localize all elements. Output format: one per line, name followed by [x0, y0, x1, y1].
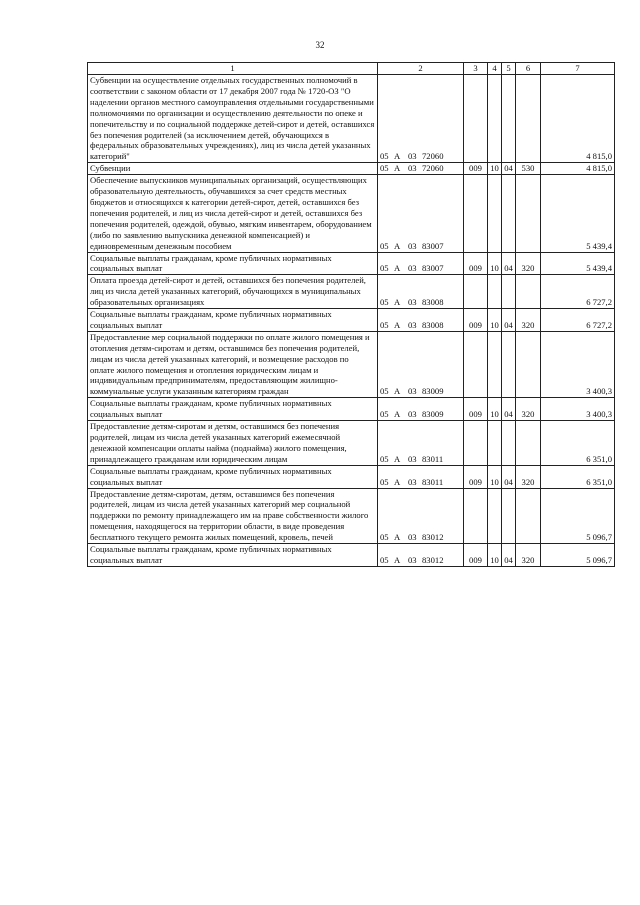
- row-section: [488, 275, 502, 309]
- row-description: Социальные выплаты гражданам, кроме публичных нормативных социальных выплат: [88, 465, 378, 488]
- row-department: 009: [464, 465, 488, 488]
- row-section: [488, 175, 502, 252]
- row-section: 10: [488, 465, 502, 488]
- code-subprogram: А: [394, 476, 401, 487]
- row-target-code: [378, 275, 464, 309]
- header-cell: 3: [464, 63, 488, 75]
- code-direction: 83012: [422, 532, 444, 543]
- table-row: [88, 465, 615, 488]
- code-direction: 83008: [422, 319, 444, 330]
- row-expense-type: [516, 75, 541, 163]
- table-row: [88, 398, 615, 421]
- row-department: [464, 488, 488, 544]
- header-cell: 6: [516, 63, 541, 75]
- code-event: 03: [408, 240, 417, 251]
- row-expense-type: 530: [516, 163, 541, 175]
- row-target-code: [378, 309, 464, 332]
- row-expense-type: [516, 331, 541, 397]
- code-direction: 72060: [422, 151, 444, 162]
- code-program: 05: [380, 240, 389, 251]
- row-amount: 6 351,0: [541, 465, 615, 488]
- row-subsection: 04: [502, 309, 516, 332]
- row-target-code: [378, 421, 464, 466]
- code-subprogram: А: [394, 151, 401, 162]
- row-subsection: 04: [502, 465, 516, 488]
- budget-table: [87, 62, 615, 567]
- row-department: 009: [464, 163, 488, 175]
- row-expense-type: [516, 175, 541, 252]
- table-row: [88, 544, 615, 567]
- row-section: 10: [488, 252, 502, 275]
- row-description: Оплата проезда детей-сирот и детей, оставшихся без попечения родителей, лиц из числа детей указанных категорий, обучающихся в муниципальных образовательных организациях: [88, 275, 378, 309]
- row-section: 10: [488, 398, 502, 421]
- row-subsection: [502, 75, 516, 163]
- row-target-code: [378, 398, 464, 421]
- row-subsection: [502, 275, 516, 309]
- row-description: Субвенции: [88, 163, 378, 175]
- row-section: [488, 488, 502, 544]
- row-department: 009: [464, 398, 488, 421]
- row-target-code: [378, 331, 464, 397]
- row-amount: 5 439,4: [541, 252, 615, 275]
- code-direction: 83009: [422, 409, 444, 420]
- row-target-code: [378, 252, 464, 275]
- header-cell: 5: [502, 63, 516, 75]
- row-target-code: [378, 163, 464, 175]
- row-description: Социальные выплаты гражданам, кроме публичных нормативных социальных выплат: [88, 309, 378, 332]
- row-amount: 6 727,2: [541, 309, 615, 332]
- row-subsection: 04: [502, 252, 516, 275]
- row-description: Предоставление мер социальной поддержки по оплате жилого помещения и отопления детям-сиротам и детям, оставшимся без попечения родителей, лицам из числа детей указанных категорий, и возмещение расходов по оплате жилого помещения и отопления юридическим лицам и индивидуальным предпринимателям, предоставляющим жилищно-коммунальные услуги указанным категориям граждан: [88, 331, 378, 397]
- code-subprogram: А: [394, 263, 401, 274]
- row-section: [488, 75, 502, 163]
- table-row: [88, 275, 615, 309]
- header-cell: 4: [488, 63, 502, 75]
- code-event: 03: [408, 386, 417, 397]
- row-expense-type: [516, 421, 541, 466]
- row-amount: 4 815,0: [541, 163, 615, 175]
- row-subsection: 04: [502, 163, 516, 175]
- code-subprogram: А: [394, 297, 401, 308]
- table-row: [88, 163, 615, 175]
- row-description: Социальные выплаты гражданам, кроме публичных нормативных социальных выплат: [88, 544, 378, 567]
- row-section: 10: [488, 309, 502, 332]
- code-direction: 83007: [422, 263, 444, 274]
- code-program: 05: [380, 476, 389, 487]
- code-direction: 72060: [422, 163, 444, 174]
- row-amount: 3 400,3: [541, 398, 615, 421]
- code-event: 03: [408, 297, 417, 308]
- code-event: 03: [408, 319, 417, 330]
- code-program: 05: [380, 163, 389, 174]
- row-department: [464, 275, 488, 309]
- row-amount: 5 439,4: [541, 175, 615, 252]
- code-subprogram: А: [394, 386, 401, 397]
- code-direction: 83011: [422, 453, 444, 464]
- row-expense-type: 320: [516, 544, 541, 567]
- row-amount: 5 096,7: [541, 488, 615, 544]
- row-expense-type: [516, 275, 541, 309]
- code-subprogram: А: [394, 532, 401, 543]
- code-direction: 83009: [422, 386, 444, 397]
- code-program: 05: [380, 453, 389, 464]
- row-target-code: [378, 175, 464, 252]
- code-event: 03: [408, 476, 417, 487]
- table-row: [88, 252, 615, 275]
- row-amount: 3 400,3: [541, 331, 615, 397]
- row-description: Субвенции на осуществление отдельных государственных полномочий в соответствии с законом области от 17 декабря 2007 года № 1720-ОЗ "О наделении органов местного самоуправления отдельными государственными полномочиями по организации и осуществлению деятельности по опеке и попечительству и по социальной поддержке детей-сирот и детей, оставшихся без попечения родителей (за исключением детей, обучающихся в федеральных образовательных учреждениях), лиц из числа детей указанных категорий": [88, 75, 378, 163]
- code-event: 03: [408, 453, 417, 464]
- code-subprogram: А: [394, 453, 401, 464]
- row-subsection: 04: [502, 544, 516, 567]
- table-row: [88, 75, 615, 163]
- row-subsection: [502, 175, 516, 252]
- row-subsection: [502, 488, 516, 544]
- row-section: 10: [488, 163, 502, 175]
- row-target-code: [378, 544, 464, 567]
- header-cell: 2: [378, 63, 464, 75]
- row-section: 10: [488, 544, 502, 567]
- code-program: 05: [380, 409, 389, 420]
- row-subsection: [502, 421, 516, 466]
- row-amount: 6 727,2: [541, 275, 615, 309]
- code-direction: 83011: [422, 476, 444, 487]
- row-department: [464, 421, 488, 466]
- row-target-code: [378, 75, 464, 163]
- header-row: [88, 63, 615, 75]
- code-program: 05: [380, 263, 389, 274]
- row-department: [464, 331, 488, 397]
- row-department: 009: [464, 252, 488, 275]
- page-number: 32: [315, 40, 325, 50]
- row-description: Предоставление детям-сиротам и детям, оставшимся без попечения родителей, лицам из числа детей указанных категорий ежемесячной денежной компенсации оплаты найма (поднайма) жилого помещения, принадлежащего гражданам или юридическим лицам: [88, 421, 378, 466]
- table-row: [88, 331, 615, 397]
- row-description: Социальные выплаты гражданам, кроме публичных нормативных социальных выплат: [88, 398, 378, 421]
- table-row: [88, 175, 615, 252]
- code-subprogram: А: [394, 319, 401, 330]
- row-target-code: [378, 488, 464, 544]
- row-amount: 4 815,0: [541, 75, 615, 163]
- code-subprogram: А: [394, 554, 401, 565]
- row-subsection: [502, 331, 516, 397]
- table-row: [88, 421, 615, 466]
- table-row: [88, 488, 615, 544]
- code-event: 03: [408, 263, 417, 274]
- row-amount: 6 351,0: [541, 421, 615, 466]
- code-program: 05: [380, 151, 389, 162]
- code-direction: 83007: [422, 240, 444, 251]
- row-section: [488, 331, 502, 397]
- code-program: 05: [380, 386, 389, 397]
- row-expense-type: 320: [516, 398, 541, 421]
- code-direction: 83008: [422, 297, 444, 308]
- row-expense-type: [516, 488, 541, 544]
- code-event: 03: [408, 163, 417, 174]
- code-event: 03: [408, 151, 417, 162]
- row-target-code: [378, 465, 464, 488]
- row-expense-type: 320: [516, 252, 541, 275]
- row-description: Обеспечение выпускников муниципальных организаций, осуществляющих образовательную деятельность, обучавшихся за счет средств местных бюджетов и относящихся к категории детей-сирот, детей, оставшихся без попечения родителей, и лиц из числа детей-сирот и детей, оставшихся без попечения родителей, одеждой, обувью, мягким инвентарем, оборудованием (либо по заявлению выпускника денежной компенсацией) и единовременным денежным пособием: [88, 175, 378, 252]
- row-description: Социальные выплаты гражданам, кроме публичных нормативных социальных выплат: [88, 252, 378, 275]
- code-subprogram: А: [394, 240, 401, 251]
- code-program: 05: [380, 319, 389, 330]
- row-department: 009: [464, 309, 488, 332]
- code-program: 05: [380, 297, 389, 308]
- row-amount: 5 096,7: [541, 544, 615, 567]
- code-program: 05: [380, 532, 389, 543]
- row-subsection: 04: [502, 398, 516, 421]
- row-section: [488, 421, 502, 466]
- header-cell: 1: [88, 63, 378, 75]
- code-program: 05: [380, 554, 389, 565]
- table-row: [88, 309, 615, 332]
- code-event: 03: [408, 554, 417, 565]
- header-cell: 7: [541, 63, 615, 75]
- row-department: [464, 75, 488, 163]
- code-direction: 83012: [422, 554, 444, 565]
- code-subprogram: А: [394, 409, 401, 420]
- row-expense-type: 320: [516, 465, 541, 488]
- code-event: 03: [408, 532, 417, 543]
- code-event: 03: [408, 409, 417, 420]
- row-department: 009: [464, 544, 488, 567]
- row-expense-type: 320: [516, 309, 541, 332]
- row-description: Предоставление детям-сиротам, детям, оставшимся без попечения родителей, лицам из числа детей указанных категорий мер социальной поддержки по ремонту принадлежащего им на праве собственности жилого помещения, находящегося на территории области, в виде проведения бесплатного текущего ремонта жилых помещений, кровель, печей: [88, 488, 378, 544]
- row-department: [464, 175, 488, 252]
- code-subprogram: А: [394, 163, 401, 174]
